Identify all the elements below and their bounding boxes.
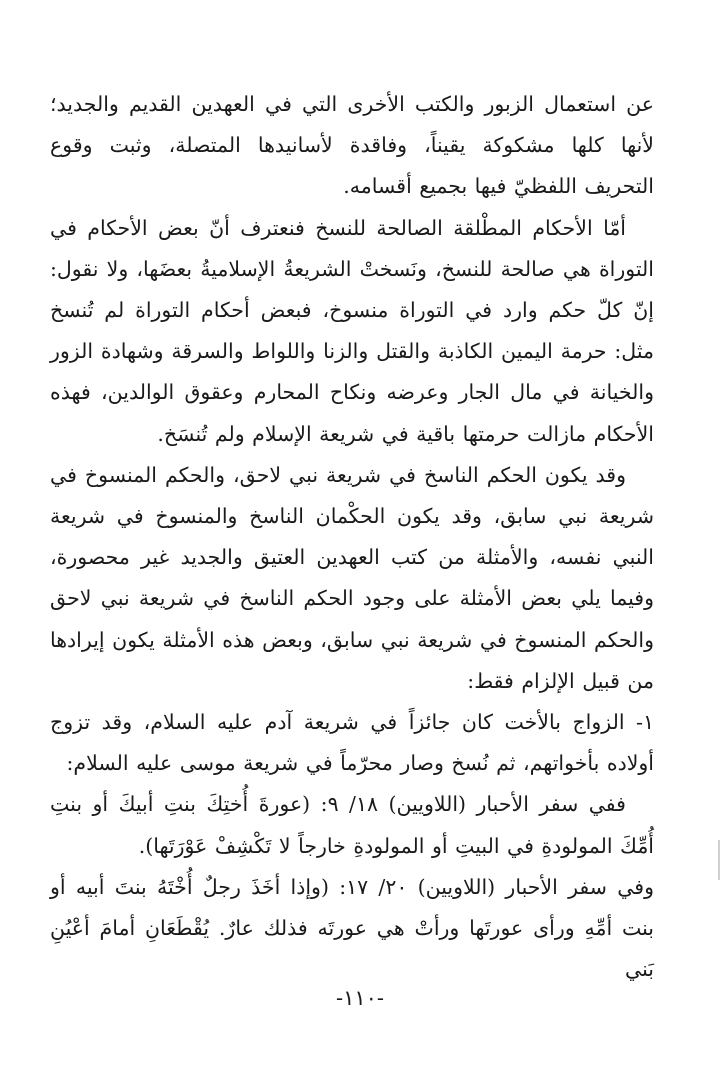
paragraph-1: عن استعمال الزبور والكتب الأخرى التي في العهدين القديم والجديد؛ لأنها كلها مشكوكة يقيناً، وفاقدة لأسانيدها المتصلة، وثبت وقوع التحريف اللفظيّ فيها بجميع أقسامه. xyxy=(50,92,654,199)
paragraph-2: أمّا الأحكام المطْلقة الصالحة للنسخ فنعترف أنّ بعض الأحكام في التوراة هي صالحة للنسخ، ونَسختْ الشريعةُ الإسلاميةُ بعضَها، ولا نقول: إنّ كلّ حكم وارد في التوراة منسوخ، فبعض أحكام التوراة لم تُنسخ مثل: حرمة اليمين الكاذبة والقتل والزنا واللواط والسرقة وشهادة الزور والخيانة في مال الجار وعرضه ونكاح المحارم وعقوق الوالدين، فهذه الأحكام مازالت حرمتها باقية في شريعة الإسلام ولم تُنسَخ. xyxy=(50,215,654,446)
paragraph-5: ففي سفر الأحبار (اللاويين) ١٨/ ٩: (عورةَ أُختِكَ بنتِ أبيكَ أو بنتِ أُمِّكَ المولودةِ في البيتِ أو المولودةِ خارجاً لا تَكْشِفْ عَوْرَتَها). xyxy=(50,792,654,858)
paragraph-6: وفي سفر الأحبار (اللاويين) ٢٠/ ١٧: (وإذا أخَذَ رجلٌ أُخْتَهُ بنتَ أبيه أو بنت أمِّهِ ورأى عورتَها ورأتْ هي عورتَه فذلك عارٌ. يُقْطَعَانِ أمامَ أعْيُنِ بَني xyxy=(50,874,654,982)
paragraph-4: ١- الزواج بالأخت كان جائزاً في شريعة آدم عليه السلام، وقد تزوج أولاده بأخواتهم، ثم نُسخ وصار محرّماً في شريعة موسى عليه السلام: xyxy=(50,710,654,776)
page-number: -١١٠- xyxy=(335,986,385,1010)
paragraph-3: وقد يكون الحكم الناسخ في شريعة نبي لاحق، والحكم المنسوخ في شريعة نبي سابق، وقد يكون الحكْمان الناسخ والمنسوخ في شريعة النبي نفسه، والأمثلة من كتب العهدين العتيق والجديد غير محصورة، وفيما يلي بعض الأمثلة على وجود الحكم الناسخ في شريعة نبي لاحق والحكم المنسوخ في شريعة نبي سابق، وبعض هذه الأمثلة يكون إيرادها من قبيل الإلزام فقط: xyxy=(50,462,654,693)
body-text xyxy=(50,84,654,990)
